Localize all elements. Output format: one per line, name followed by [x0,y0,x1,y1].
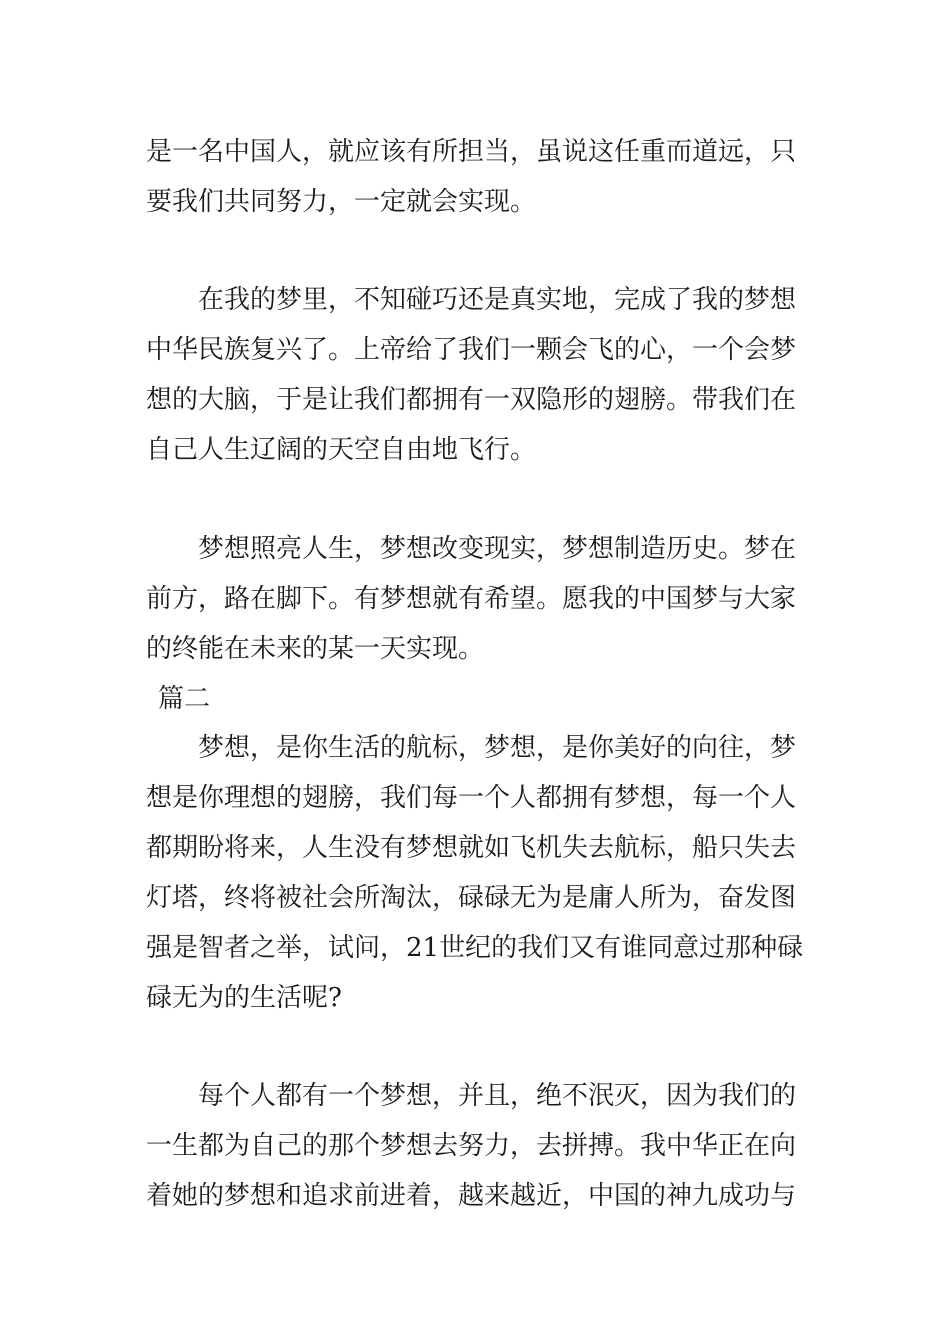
paragraph-1-line-1: 是一名中国人，就应该有所担当，虽说这任重而道远，只 [146,137,797,167]
paragraph-4-line-4: 灯塔，终将被社会所淘汰，碌碌无为是庸人所为，奋发图 [146,883,797,913]
paragraph-4-line-5: 强是智者之举，试问，21世纪的我们又有谁同意过那种碌 [146,933,804,963]
paragraph-5-line-3: 着她的梦想和追求前进着，越来越近，中国的神九成功与 [146,1181,797,1211]
paragraph-3-line-3: 的终能在未来的某一天实现。 [146,634,485,664]
paragraph-4-line-3: 都期盼将来，人生没有梦想就如飞机失去航标，船只失去 [146,833,797,863]
paragraph-4-line-6: 碌无为的生活呢? [146,983,342,1013]
paragraph-4-line-1: 梦想，是你生活的航标，梦想，是你美好的向往，梦 [198,733,797,763]
paragraph-2-line-2: 中华民族复兴了。上帝给了我们一颗会飞的心，一个会梦 [146,335,797,365]
paragraph-3-line-2: 前方，路在脚下。有梦想就有希望。愿我的中国梦与大家 [146,584,797,614]
paragraph-2-line-4: 自己人生辽阔的天空自由地飞行。 [146,435,537,465]
paragraph-2-line-3: 想的大脑，于是让我们都拥有一双隐形的翅膀。带我们在 [146,385,797,415]
paragraph-1-line-2: 要我们共同努力，一定就会实现。 [146,187,537,217]
paragraph-3-line-1: 梦想照亮人生，梦想改变现实，梦想制造历史。梦在 [198,534,797,564]
section-heading: 篇二 [158,684,211,714]
paragraph-4-line-2: 想是你理想的翅膀，我们每一个人都拥有梦想，每一个人 [146,783,797,813]
paragraph-5-line-2: 一生都为自己的那个梦想去努力，去拼搏。我中华正在向 [146,1131,797,1161]
paragraph-5-line-1: 每个人都有一个梦想，并且，绝不泯灭，因为我们的 [198,1081,797,1111]
paragraph-2-line-1: 在我的梦里，不知碰巧还是真实地，完成了我的梦想 [198,285,797,315]
